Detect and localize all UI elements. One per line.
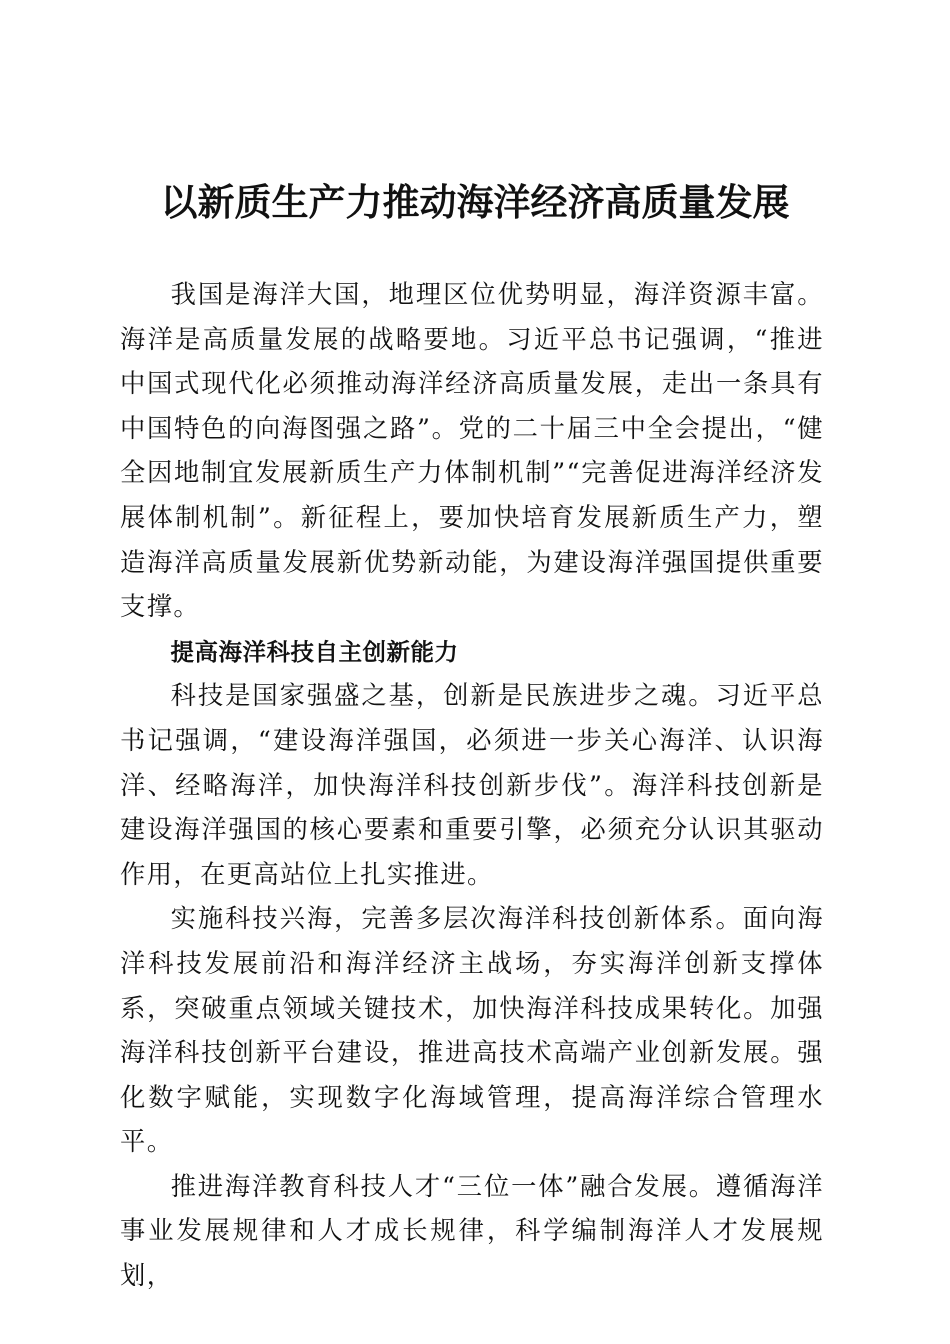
- document-title: 以新质生产力推动海洋经济高质量发展: [160, 180, 790, 224]
- intro-paragraph: 我国是海洋大国，地理区位优势明显，海洋资源丰富。海洋是高质量发展的战略要地。习近平总书记强调，“推进中国式现代化必须推动海洋经济高质量发展，走出一条具有中国特色的向海图强之路”。党的二十届三中全会提出，“健全因地制宜发展新质生产力体制机制”“完善促进海洋经济发展体制机制”。新征程上，要加快培育发展新质生产力，塑造海洋高质量发展新优势新动能，为建设海洋强国提供重要支撑。: [120, 280, 824, 622]
- section-paragraph-1: 科技是国家强盛之基，创新是民族进步之魂。习近平总书记强调，“建设海洋强国，必须进一步关心海洋、认识海洋、经略海洋，加快海洋科技创新步伐”。海洋科技创新是建设海洋强国的核心要素和重要引擎，必须充分认识其驱动作用，在更高站位上扎实推进。: [120, 681, 824, 889]
- section-paragraph-3: 推进海洋教育科技人才“三位一体”融合发展。遵循海洋事业发展规律和人才成长规律，科学编制海洋人才发展规划，: [120, 1171, 824, 1291]
- document-body: [120, 273, 824, 1299]
- section-paragraph-2: 实施科技兴海，完善多层次海洋科技创新体系。面向海洋科技发展前沿和海洋经济主战场，夯实海洋创新支撑体系，突破重点领域关键技术，加快海洋科技成果转化。加强海洋科技创新平台建设，推进高技术高端产业创新发展。强化数字赋能，实现数字化海域管理，提高海洋综合管理水平。: [120, 904, 824, 1157]
- section-heading: 提高海洋科技自主创新能力: [170, 637, 459, 666]
